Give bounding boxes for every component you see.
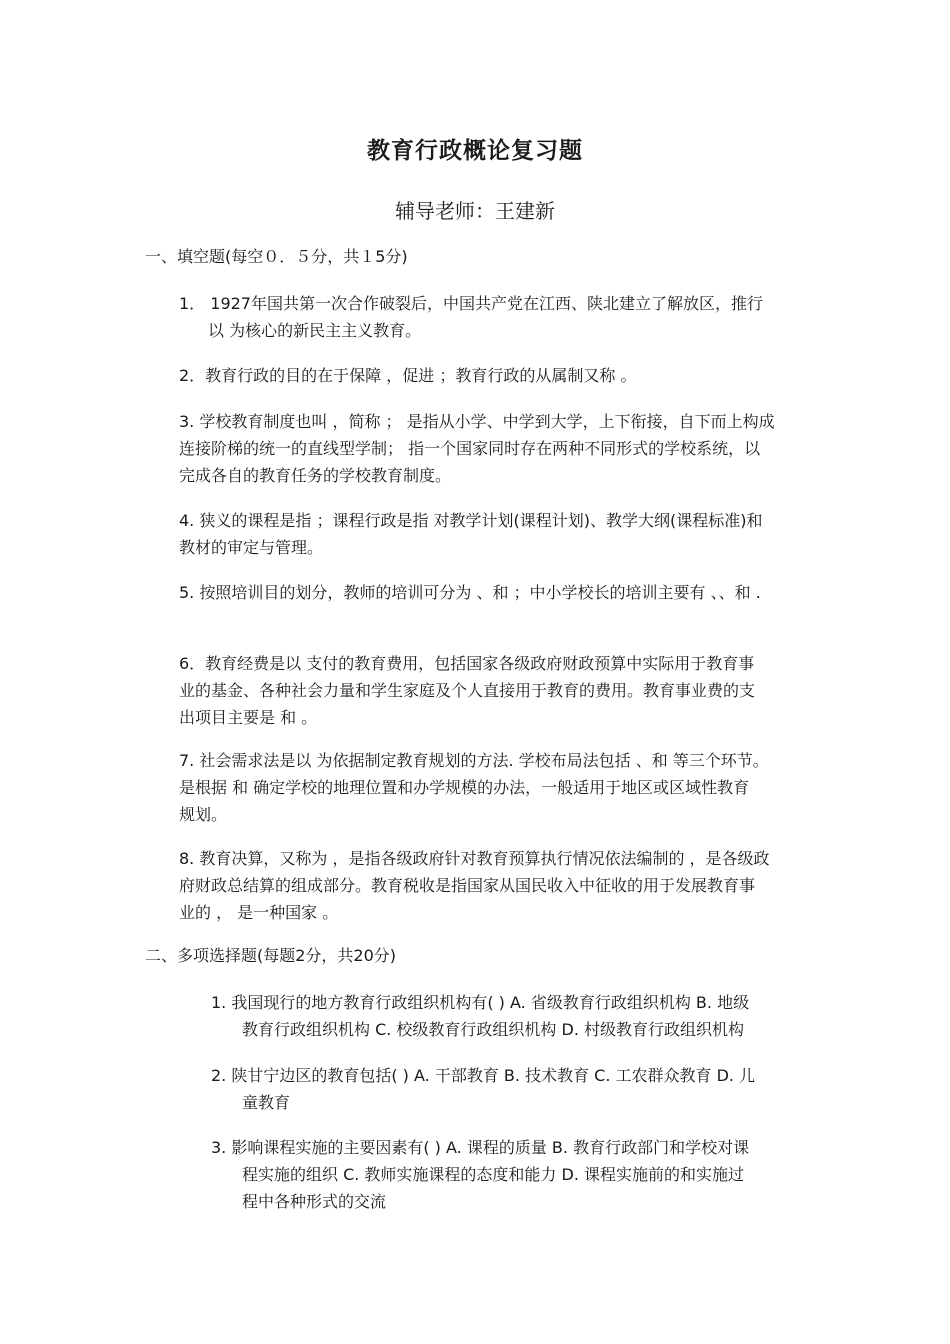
section-heading-multiple-choice: 二、多项选择题(每题2分，共20分) (145, 946, 397, 965)
question-1 (179, 290, 819, 344)
question-text-line: 2. 陕甘宁边区的教育包括( ) A. 干部教育 B. 技术教育 C. 工农群众教育 D. 儿 (211, 1066, 756, 1085)
choice-question-2 (211, 1062, 831, 1116)
question-text-line: 连接阶梯的统一的直线型学制； 指一个国家同时存在两种不同形式的学校系统，以 (179, 439, 761, 458)
document-title: 教育行政概论复习题 (367, 138, 583, 164)
question-text-line: 是根据 和 确定学校的地理位置和办学规模的办法，一般适用于地区或区域性教育 (179, 778, 750, 797)
question-text-line: 8. 教育决算，又称为 ，是指各级政府针对教育预算执行情况依法编制的 ，是各级政 (179, 849, 770, 868)
document-subtitle: 辅导老师：王建新 (395, 199, 555, 223)
question-text-line: 教材的审定与管理。 (179, 538, 324, 557)
question-text-line: 3. 影响课程实施的主要因素有( ) A. 课程的质量 B. 教育行政部门和学校对课 (211, 1138, 750, 1157)
question-text-line: 7. 社会需求法是以 为依据制定教育规划的方法. 学校布局法包括 、和 等三个环节。 (179, 751, 769, 770)
question-4 (179, 507, 819, 561)
question-text-line: 1. 我国现行的地方教育行政组织机构有( ) A. 省级教育行政组织机构 B. 地级 (211, 993, 750, 1012)
question-8 (179, 845, 819, 926)
question-text-line: 府财政总结算的组成部分。教育税收是指国家从国民收入中征收的用于发展教育事 (179, 876, 756, 895)
question-text-line: 以 为核心的新民主主义教育。 (208, 321, 422, 340)
question-text-line: 规划。 (179, 805, 228, 824)
question-text-line: 1． 1927年国共第一次合作破裂后，中国共产党在江西、陕北建立了解放区，推行 (179, 294, 763, 313)
question-text-line: 出项目主要是 和 。 (179, 708, 318, 727)
question-text-line: 完成各自的教育任务的学校教育制度。 (179, 466, 452, 485)
question-text-line: 业的基金、各种社会力量和学生家庭及个人直接用于教育的费用。教育事业费的支 (179, 681, 756, 700)
question-6 (179, 650, 819, 731)
section-heading-fill-in-blank: 一、填空题(每空０．５分，共１5分) (145, 247, 408, 266)
question-2: 2．教育行政的目的在于保障 ，促进 ；教育行政的从属制又称 。 (179, 366, 637, 385)
choice-question-3 (211, 1134, 831, 1215)
question-text-line: 6．教育经费是以 支付的教育费用，包括国家各级政府财政预算中实际用于教育事 (179, 654, 755, 673)
question-text-line: 程实施的组织 C. 教师实施课程的态度和能力 D. 课程实施前的和实施过 (242, 1165, 745, 1184)
question-text-line: 童教育 (242, 1093, 291, 1112)
question-text-line: 4. 狭义的课程是指 ；课程行政是指 对教学计划(课程计划)、教学大纲(课程标准)和 (179, 511, 763, 530)
question-text-line: 教育行政组织机构 C. 校级教育行政组织机构 D. 村级教育行政组织机构 (242, 1020, 745, 1039)
question-3 (179, 408, 819, 489)
question-text-line: 业的 ， 是一种国家 。 (179, 903, 339, 922)
question-7 (179, 747, 839, 828)
question-text-line: 3. 学校教育制度也叫 ，简称 ； 是指从小学、中学到大学，上下衔接，自下而上构成 (179, 412, 775, 431)
question-5: 5. 按照培训目的划分，教师的培训可分为 、和 ；中小学校长的培训主要有 、、和 . (179, 583, 761, 602)
question-text-line: 程中各种形式的交流 (242, 1192, 387, 1211)
choice-question-1 (211, 989, 831, 1043)
